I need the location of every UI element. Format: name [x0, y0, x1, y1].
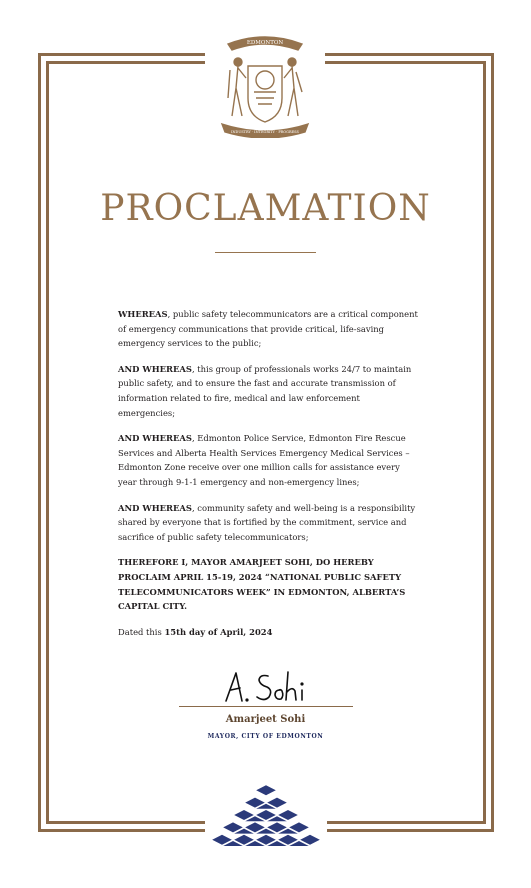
edmonton-pyramid-logo — [211, 784, 321, 846]
edmonton-coat-of-arms-crest — [210, 28, 320, 138]
whereas-text: , Edmonton Police Service, Edmonton Fire Rescue Services and Alberta Health Services Emergency Medical Services – Edmonton Zone receive over one million calls for assistance every year through 9-1-1 emergency and non-emergency lines; — [118, 433, 410, 487]
dated-date: 15th day of April, 2024 — [164, 626, 273, 637]
title-divider — [215, 252, 316, 253]
whereas-lead: WHEREAS — [118, 309, 168, 319]
whereas-lead: AND WHEREAS — [118, 433, 192, 444]
proclamation-body — [118, 307, 418, 650]
whereas-paragraph-3 — [118, 431, 418, 489]
mayor-signature — [222, 668, 312, 706]
proclamation-statement: THEREFORE I, MAYOR AMARJEET SOHI, DO HEREBY PROCLAIM APRIL 15-19, 2024 “NATIONAL PUBLIC SAFETY TELECOMMUNICATORS WEEK” IN EDMONTON, ALBERTA’S CAPITAL CITY. — [118, 557, 406, 612]
whereas-paragraph-1 — [118, 307, 418, 351]
crest-banner-text: EDMONTON — [246, 40, 284, 46]
whereas-lead: AND WHEREAS — [118, 502, 192, 513]
whereas-text: , public safety telecommunicators are a critical component of emergency communications that provide critical, life-saving emergency services to the public; — [118, 309, 418, 349]
whereas-paragraph-2 — [118, 362, 418, 420]
signer-name: Amarjeet Sohi — [225, 714, 306, 725]
whereas-paragraph-4 — [118, 501, 418, 545]
dated-line — [118, 625, 418, 640]
document-title: PROCLAMATION — [100, 188, 431, 229]
whereas-text: , this group of professionals works 24/7 to maintain public safety, and to ensure the fast and accurate transmission of information related to fire, medical and law enforcement emergencies; — [118, 363, 412, 418]
crest-motto-text: INDUSTRY · INTEGRITY · PROGRESS — [231, 130, 299, 134]
whereas-text: , community safety and well-being is a responsibility shared by everyone that is fortified by the commitment, service and sacrifice of public safety telecommunicators; — [118, 502, 416, 542]
signature-line — [179, 706, 353, 707]
signer-title: MAYOR, CITY OF EDMONTON — [207, 733, 324, 740]
whereas-lead: AND WHEREAS — [118, 363, 192, 374]
pyramid-tile — [256, 785, 276, 795]
dated-prefix: Dated this — [118, 626, 165, 637]
